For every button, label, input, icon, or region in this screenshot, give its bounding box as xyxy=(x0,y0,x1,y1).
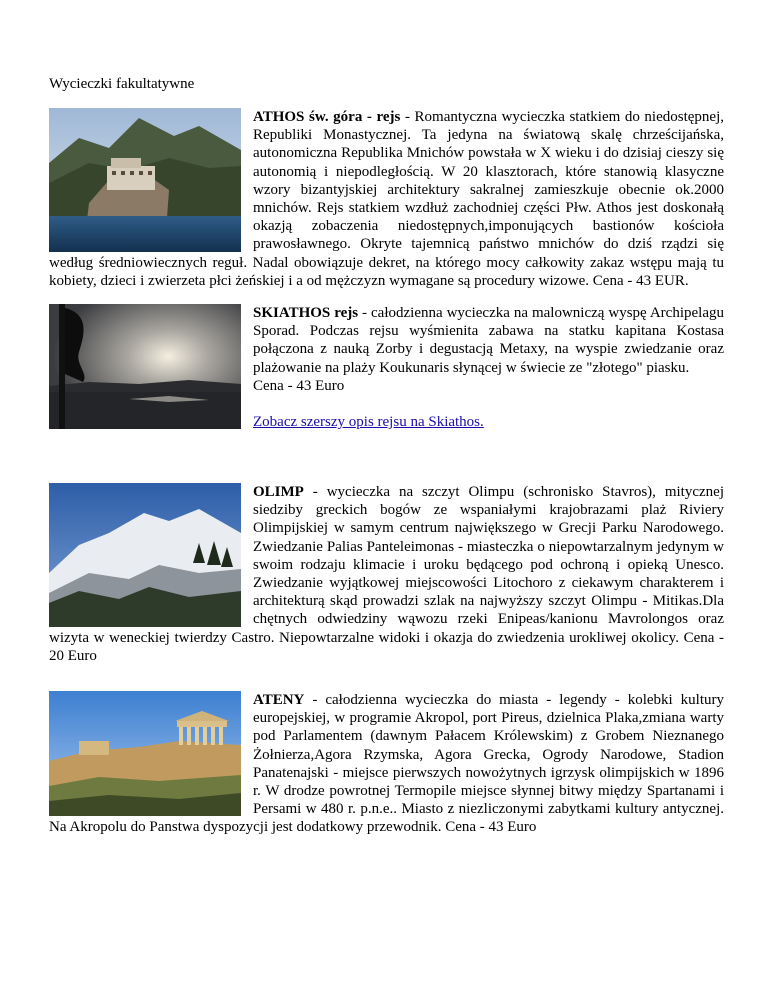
section-skiathos xyxy=(49,304,724,431)
athos-text: - Romantyczna wycieczka statkiem do niedostępnej, Republiki Monastycznej. Ta jedyna na światową skalę chrześcijańska, autonomiczna Republika Mnichów powstała w X wieku i do dzisiaj cieszy się autonomią i niepodległością. W 20 klasztorach, które stanowią klasyczne wzory bizantyjskiej architektury sakralnej zamieszkuje obecnie ok.2000 mnichów. Rejs statkiem wzdłuż zachodniej części Płw. Athos jest doskonałą okazją zobaczenia niedostępnych,imponujących bastionów kościoła prawosławnego. Okryte tajemnicą państwo mnichów do dziś rządzi się według średniowiecznych reguł. Nadal obowiązuje dekret, na którego mocy całkowity zakaz wstępu mają tu kobiety, dzieci i zwierzeta płci żeńskiej i a od mężczyzn wymagane są procedury wizowe. Cena - 43 EUR. xyxy=(49,109,724,289)
section-ateny xyxy=(49,691,724,837)
section-olimp xyxy=(49,483,724,665)
skiathos-price: Cena - 43 Euro xyxy=(253,377,345,394)
skiathos-more-link[interactable]: Zobacz szerszy opis rejsu na Skiathos. xyxy=(253,414,484,431)
skiathos-text: - całodzienna wycieczka na malowniczą wyspę Archipelagu Sporad. Podczas rejsu wyśmienita zabawa na statku kapitana Kostasa połączona z nauką Zorby i degustacją Metaxy, na wyspie zwiedzanie oraz plażowanie na plaży Koukunaris słynącej w świecie ze "złotego" piasku. xyxy=(253,305,724,376)
page-heading: Wycieczki fakultatywne xyxy=(49,76,195,92)
olimp-title: OLIMP xyxy=(253,484,304,500)
olimp-image xyxy=(49,483,241,627)
ateny-text: - całodzienna wycieczka do miasta - legendy - kolebki kultury europejskiej, w programie Akropol, port Pireus, dzielnica Plaka,zmiana warty pod Parlamentem (dawnym Pałacem Królewskim) z Grobem Nieznanego Żołnierza,Agora Rzymska, Agora Grecka, Ogrody Narodowe, Stadion Panatenajski - miejsce pierwszych nowożytnych igrzysk olimpijskich w 1896 r. W drodze powrotnej Termopile miejsce słynnej bitwy między Spartanami i Persami w 480 r. p.n.e.. Miasto z niezliczonymi zabytkami kultury antycznej. Na Akropolu do Panstwa dyspozycji jest dodatkowy przewodnik. Cena - 43 Euro xyxy=(49,692,724,836)
section-athos xyxy=(49,108,724,290)
athos-title: ATHOS św. góra - rejs xyxy=(253,109,401,125)
ateny-image xyxy=(49,691,241,816)
athos-image xyxy=(49,108,241,252)
ateny-title: ATENY xyxy=(253,692,305,708)
skiathos-image xyxy=(49,304,241,429)
olimp-text: - wycieczka na szczyt Olimpu (schronisko Stavros), mitycznej siedziby greckich bogów ze wspaniałymi krajobrazami plaż Riviery Olimpijskiej w samym centrum największego w Grecji Parku Narodowego. Zwiedzanie Palias Panteleimonas - miasteczka o niepowtarzalnym jedynym w swoim rodzaju klimacie i uroku będącego pod ochroną i opieką Unesco. Zwiedzanie wyjątkowej miejscowości Litochoro z ciekawym charakterem i architekturą skąd prowadzi szlak na najwyższy szczyt Olimpu - Mitikas.Dla chętnych odwiedziny wąwozu rzeki Enipeas/kanionu Mavrolongos oraz wizyta w weneckiej twierdzy Castro. Niepowtarzalne widoki i okazja do zwiedzenia urokliwej okolicy. Cena - 20 Euro xyxy=(49,484,724,664)
skiathos-title: SKIATHOS rejs xyxy=(253,305,359,321)
